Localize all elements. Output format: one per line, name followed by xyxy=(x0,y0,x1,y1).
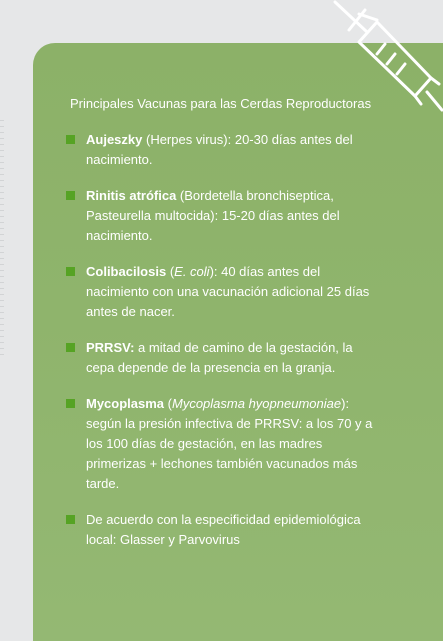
vaccine-item-local xyxy=(66,510,376,550)
item-rest: ): según la presión infectiva de PRRSV: a los 70 y a los 100 días de gestación, en las madres primerizas + lechones también vacunados más tarde. xyxy=(86,396,373,491)
item-rest: (Herpes virus): 20-30 días antes del nacimiento. xyxy=(86,132,353,167)
item-bold: Aujeszky xyxy=(86,132,143,147)
vaccine-item-aujeszky xyxy=(66,130,376,170)
card-title: Principales Vacunas para las Cerdas Reproductoras xyxy=(70,96,372,111)
item-rest: a mitad de camino de la gestación, la cepa depende de la presencia en la granja. xyxy=(86,340,353,375)
vaccine-item-prrsv xyxy=(66,338,376,378)
bullet-square-icon xyxy=(66,343,75,352)
item-bold: PRRSV: xyxy=(86,340,135,355)
bullet-square-icon xyxy=(66,515,75,524)
item-text xyxy=(86,264,369,319)
item-italic: E. coli xyxy=(174,264,210,279)
item-italic: Mycoplasma hyopneumoniae xyxy=(172,396,342,411)
bullet-square-icon xyxy=(66,267,75,276)
item-text xyxy=(86,132,353,167)
item-rest: ): 40 días antes del nacimiento con una vacunación adicional 25 días antes de nacer. xyxy=(86,264,370,319)
item-text xyxy=(86,512,361,547)
item-pre-italic: ( xyxy=(166,264,175,279)
bullet-square-icon xyxy=(66,135,75,144)
item-text xyxy=(86,396,372,491)
item-rest: De acuerdo con la especificidad epidemiológica local: Glasser y Parvovirus xyxy=(86,512,361,547)
vaccine-item-rinitis xyxy=(66,186,376,246)
bullet-square-icon xyxy=(66,399,75,408)
vaccine-item-colibacilosis xyxy=(66,262,376,322)
item-text xyxy=(86,188,340,243)
item-bold: Colibacilosis xyxy=(86,264,167,279)
item-pre-italic: ( xyxy=(164,396,172,411)
item-bold: Mycoplasma xyxy=(86,396,165,411)
page-edge-marks xyxy=(0,120,4,360)
item-text xyxy=(86,340,353,375)
bullet-square-icon xyxy=(66,191,75,200)
vaccine-item-mycoplasma xyxy=(66,394,376,494)
item-rest: (Bordetella bronchiseptica, Pasteurella multocida): 15-20 días antes del nacimiento. xyxy=(86,188,340,243)
vaccine-list xyxy=(66,130,376,566)
item-bold: Rinitis atrófica xyxy=(86,188,177,203)
